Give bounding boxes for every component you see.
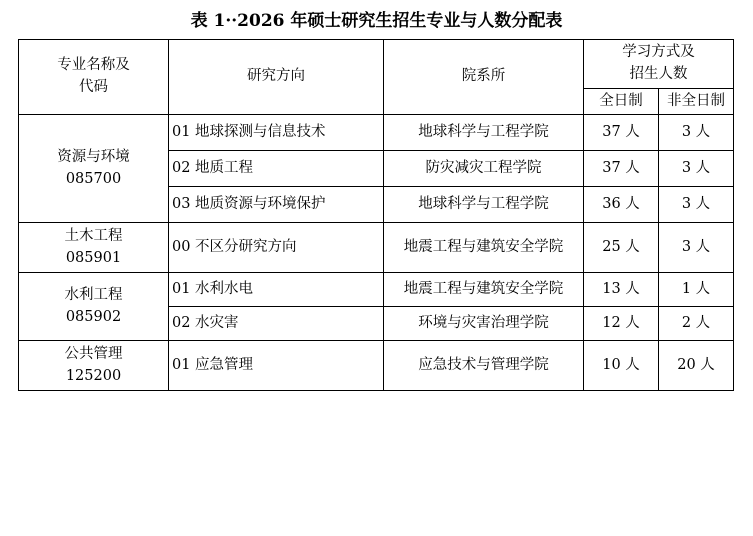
major-cell <box>19 341 169 391</box>
page-title: 表 1··2026 年硕士研究生招生专业与人数分配表 <box>190 11 563 31</box>
major-cell <box>19 273 169 341</box>
table-row <box>19 341 734 391</box>
column-header-study-group-line1: 学习方式及 <box>622 44 695 60</box>
full-time-count: 36 人 <box>584 187 659 223</box>
direction-cell: 01 地球探测与信息技术 <box>169 115 384 151</box>
major-cell <box>19 223 169 273</box>
table-container <box>18 39 735 391</box>
table-header-row-1 <box>19 40 734 89</box>
admission-table <box>18 39 734 391</box>
column-header-direction: 研究方向 <box>169 40 384 115</box>
column-header-full-time: 全日制 <box>584 88 659 115</box>
table-header <box>19 40 734 115</box>
department-cell: 应急技术与管理学院 <box>384 341 584 391</box>
table-row <box>19 115 734 151</box>
part-time-count: 2 人 <box>659 307 734 341</box>
column-header-study-group <box>584 40 734 89</box>
full-time-count: 37 人 <box>584 115 659 151</box>
direction-cell: 03 地质资源与环境保护 <box>169 187 384 223</box>
major-cell <box>19 115 169 223</box>
direction-cell: 02 地质工程 <box>169 151 384 187</box>
major-name: 资源与环境 <box>57 149 130 165</box>
table-body <box>19 115 734 391</box>
full-time-count: 10 人 <box>584 341 659 391</box>
column-header-study-group-line2: 招生人数 <box>629 65 688 82</box>
direction-cell: 01 应急管理 <box>169 341 384 391</box>
table-row <box>19 223 734 273</box>
part-time-count: 3 人 <box>659 151 734 187</box>
part-time-count: 3 人 <box>659 187 734 223</box>
major-code: 085901 <box>65 249 122 266</box>
column-header-department: 院系所 <box>384 40 584 115</box>
column-header-major-line1: 专业名称及 <box>57 57 130 74</box>
major-name: 水利工程 <box>64 287 123 303</box>
direction-cell: 02 水灾害 <box>169 307 384 341</box>
table-row <box>19 273 734 307</box>
department-cell: 地震工程与建筑安全学院 <box>384 273 584 307</box>
part-time-count: 20 人 <box>659 341 734 391</box>
column-header-major <box>19 40 169 115</box>
department-cell: 地震工程与建筑安全学院 <box>384 223 584 273</box>
department-cell: 环境与灾害治理学院 <box>384 307 584 341</box>
major-name: 公共管理 <box>64 346 123 362</box>
department-cell: 地球科学与工程学院 <box>384 115 584 151</box>
major-name: 土木工程 <box>64 228 123 244</box>
direction-cell: 00 不区分研究方向 <box>169 223 384 273</box>
column-header-major-line2: 代码 <box>79 79 108 96</box>
department-cell: 防灾减灾工程学院 <box>384 151 584 187</box>
full-time-count: 37 人 <box>584 151 659 187</box>
full-time-count: 13 人 <box>584 273 659 307</box>
part-time-count: 1 人 <box>659 273 734 307</box>
column-header-part-time: 非全日制 <box>659 88 734 115</box>
full-time-count: 25 人 <box>584 223 659 273</box>
full-time-count: 12 人 <box>584 307 659 341</box>
department-cell: 地球科学与工程学院 <box>384 187 584 223</box>
major-code: 125200 <box>65 367 122 384</box>
direction-cell: 01 水利水电 <box>169 273 384 307</box>
major-code: 085902 <box>65 308 122 325</box>
part-time-count: 3 人 <box>659 115 734 151</box>
part-time-count: 3 人 <box>659 223 734 273</box>
major-code: 085700 <box>65 170 122 187</box>
